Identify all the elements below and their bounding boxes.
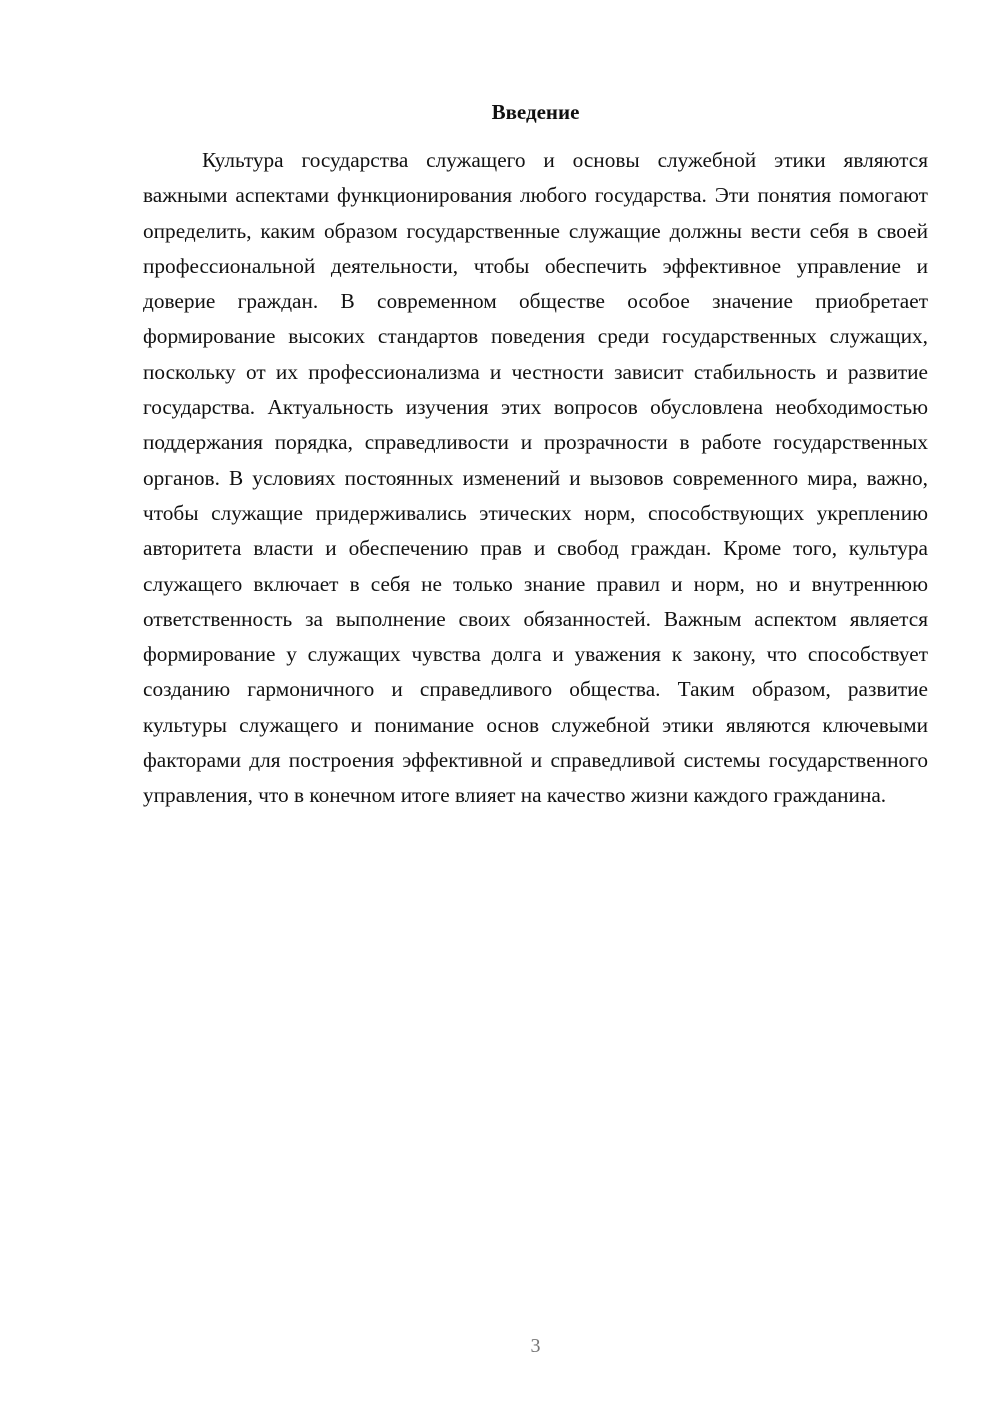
page-number: 3: [530, 1335, 541, 1357]
section-heading: Введение: [491, 100, 580, 124]
body-paragraph: Культура государства служащего и основы служебной этики являются важными аспектами функционирования любого государства. Эти понятия помогают определить, каким образом государственные служащие должны вести себя в своей профессиональной деятельности, чтобы обеспечить эффективное управление и доверие граждан. В современном обществе особое значение приобретает формирование высоких стандартов поведения среди государственных служащих, поскольку от их профессионализма и честности зависит стабильность и развитие государства. Актуальность изучения этих вопросов обусловлена необходимостью поддержания порядка, справедливости и прозрачности в работе государственных органов. В условиях постоянных изменений и вызовов современного мира, важно, чтобы служащие придерживались этических норм, способствующих укреплению авторитета власти и обеспечению прав и свобод граждан. Кроме того, культура служащего включает в себя не только знание правил и норм, но и внутреннюю ответственность за выполнение своих обязанностей. Важным аспектом является формирование у служащих чувства долга и уважения к закону, что способствует созданию гармоничного и справедливого общества. Таким образом, развитие культуры служащего и понимание основ служебной этики являются ключевыми факторами для построения эффективной и справедливой системы государственного управления, что в конечном итоге влияет на качество жизни каждого гражданина.: [143, 148, 928, 808]
